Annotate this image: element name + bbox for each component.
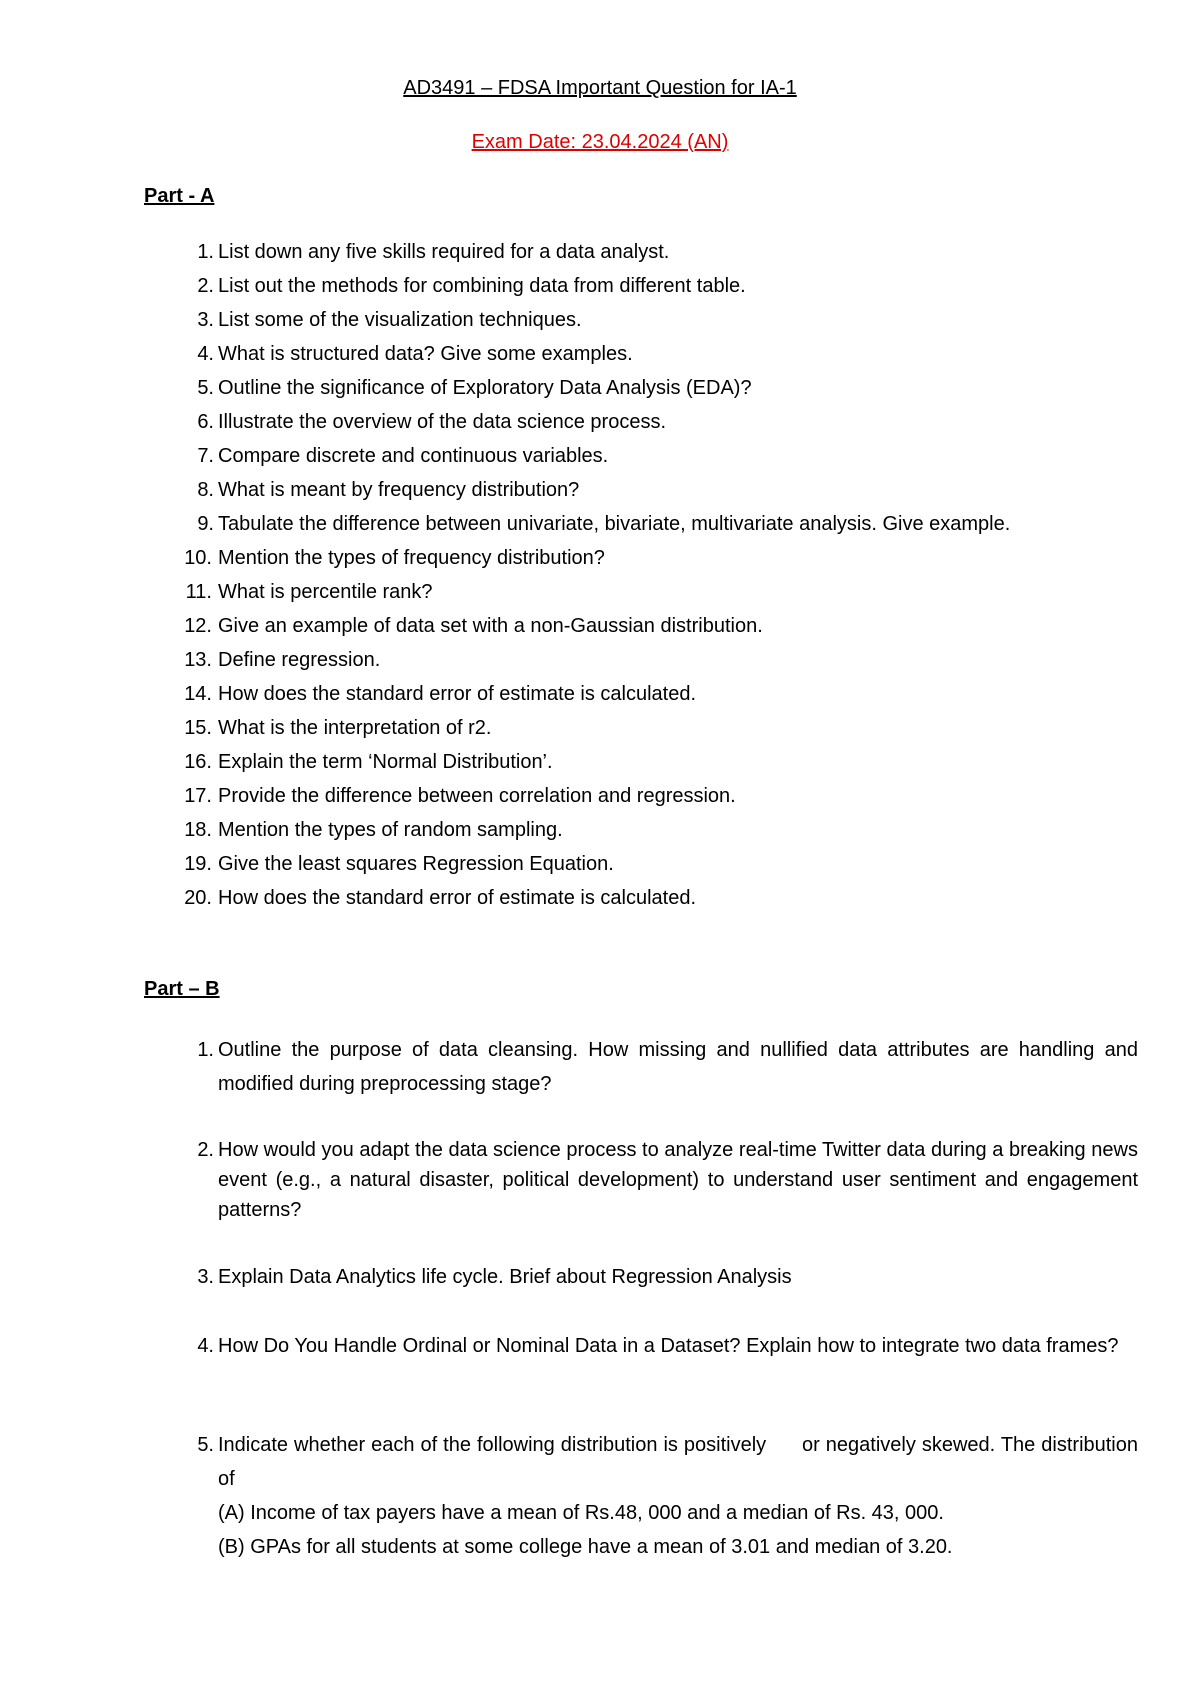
question-item [144, 507, 1064, 541]
question-number: 1. [197, 241, 214, 263]
question-item [144, 682, 1064, 706]
question-number: 15. [184, 717, 212, 739]
part-a-heading: Part - A [144, 185, 215, 207]
exam-date: Exam Date: 23.04.2024 (AN) [471, 131, 729, 153]
question-item [144, 308, 1064, 332]
question-number: 7. [197, 445, 214, 467]
part-b-heading: Part – B [144, 978, 220, 1000]
question-number: 4. [197, 1335, 214, 1357]
question-text: Mention the types of random sampling. [218, 819, 563, 841]
question-text: Explain Data Analytics life cycle. Brief about Regression Analysis [218, 1266, 792, 1288]
question-item [144, 1329, 1138, 1363]
question-item [144, 478, 1064, 502]
question-item [144, 818, 1064, 842]
question-item [144, 716, 1064, 740]
question-item [144, 376, 1064, 400]
question-number: 3. [197, 309, 214, 331]
question-number: 18. [184, 819, 212, 841]
question-item [144, 886, 1064, 910]
part-a-question-list [144, 240, 1064, 920]
question-number: 1. [197, 1039, 214, 1061]
question-number: 9. [197, 513, 214, 535]
question-text: Outline the significance of Exploratory Data Analysis (EDA)? [218, 377, 752, 399]
question-number: 16. [184, 751, 212, 773]
question-item [144, 784, 1064, 808]
question-item [144, 444, 1064, 468]
question-number: 5. [197, 377, 214, 399]
question-item [144, 1135, 1138, 1225]
sub-question-a: (A) Income of tax payers have a mean of Rs.48, 000 and a median of Rs. 43, 000. [218, 1502, 944, 1524]
question-item [144, 546, 1064, 570]
question-number: 20. [184, 887, 212, 909]
question-number: 13. [184, 649, 212, 671]
question-item [144, 342, 1064, 366]
question-text: What is percentile rank? [218, 581, 433, 603]
question-number: 2. [197, 275, 214, 297]
question-text: Outline the purpose of data cleansing. How missing and nullified data attributes are handling and modified during preprocessing stage? [218, 1039, 1138, 1095]
question-text: Give the least squares Regression Equation. [218, 853, 614, 875]
question-text: Give an example of data set with a non-Gaussian distribution. [218, 615, 763, 637]
question-number: 17. [184, 785, 212, 807]
question-item [144, 1260, 1138, 1294]
question-item [144, 240, 1064, 264]
question-text: Provide the difference between correlation and regression. [218, 785, 736, 807]
question-text: What is meant by frequency distribution? [218, 479, 580, 501]
question-text: What is the interpretation of r2. [218, 717, 492, 739]
question-item [144, 1033, 1138, 1101]
question-text: Compare discrete and continuous variables. [218, 445, 609, 467]
question-number: 12. [184, 615, 212, 637]
question-text: Mention the types of frequency distribution? [218, 547, 605, 569]
question-item [144, 852, 1064, 876]
question-item [144, 614, 1064, 638]
question-item [144, 580, 1064, 604]
question-text: What is structured data? Give some examples. [218, 343, 633, 365]
question-text: Illustrate the overview of the data science process. [218, 411, 667, 433]
question-text: Define regression. [218, 649, 381, 671]
question-text: List out the methods for combining data from different table. [218, 275, 746, 297]
question-number: 14. [184, 683, 212, 705]
question-text: How does the standard error of estimate is calculated. [218, 887, 697, 909]
question-text: How Do You Handle Ordinal or Nominal Data in a Dataset? Explain how to integrate two data frames? [218, 1335, 1119, 1357]
question-text: How does the standard error of estimate is calculated. [218, 683, 697, 705]
question-number: 19. [184, 853, 212, 875]
question-text: Tabulate the difference between univariate, bivariate, multivariate analysis. Give example. [218, 513, 1011, 535]
question-item [144, 648, 1064, 672]
question-number: 10. [184, 547, 212, 569]
question-text: List down any five skills required for a data analyst. [218, 241, 670, 263]
document-title: AD3491 – FDSA Important Question for IA-1 [403, 77, 797, 99]
question-item [144, 1428, 1144, 1564]
question-text: List some of the visualization techniques. [218, 309, 582, 331]
question-number: 3. [197, 1266, 214, 1288]
question-number: 11. [185, 581, 212, 603]
question-number: 6. [197, 411, 214, 433]
question-text: Indicate whether each of the following distribution is positively or negatively skewed. The distribution of [218, 1434, 1144, 1490]
question-number: 5. [197, 1434, 214, 1456]
question-number: 4. [197, 343, 214, 365]
question-item [144, 410, 1064, 434]
sub-question-b: (B) GPAs for all students at some college have a mean of 3.01 and median of 3.20. [218, 1536, 953, 1558]
question-text: Explain the term ‘Normal Distribution’. [218, 751, 553, 773]
question-number: 8. [197, 479, 214, 501]
question-item [144, 750, 1064, 774]
question-item [144, 274, 1064, 298]
question-number: 2. [197, 1139, 214, 1161]
question-text: How would you adapt the data science process to analyze real-time Twitter data during a breaking news event (e.g., a natural disaster, political development) to understand user sentiment and engagement patterns? [218, 1139, 1138, 1221]
